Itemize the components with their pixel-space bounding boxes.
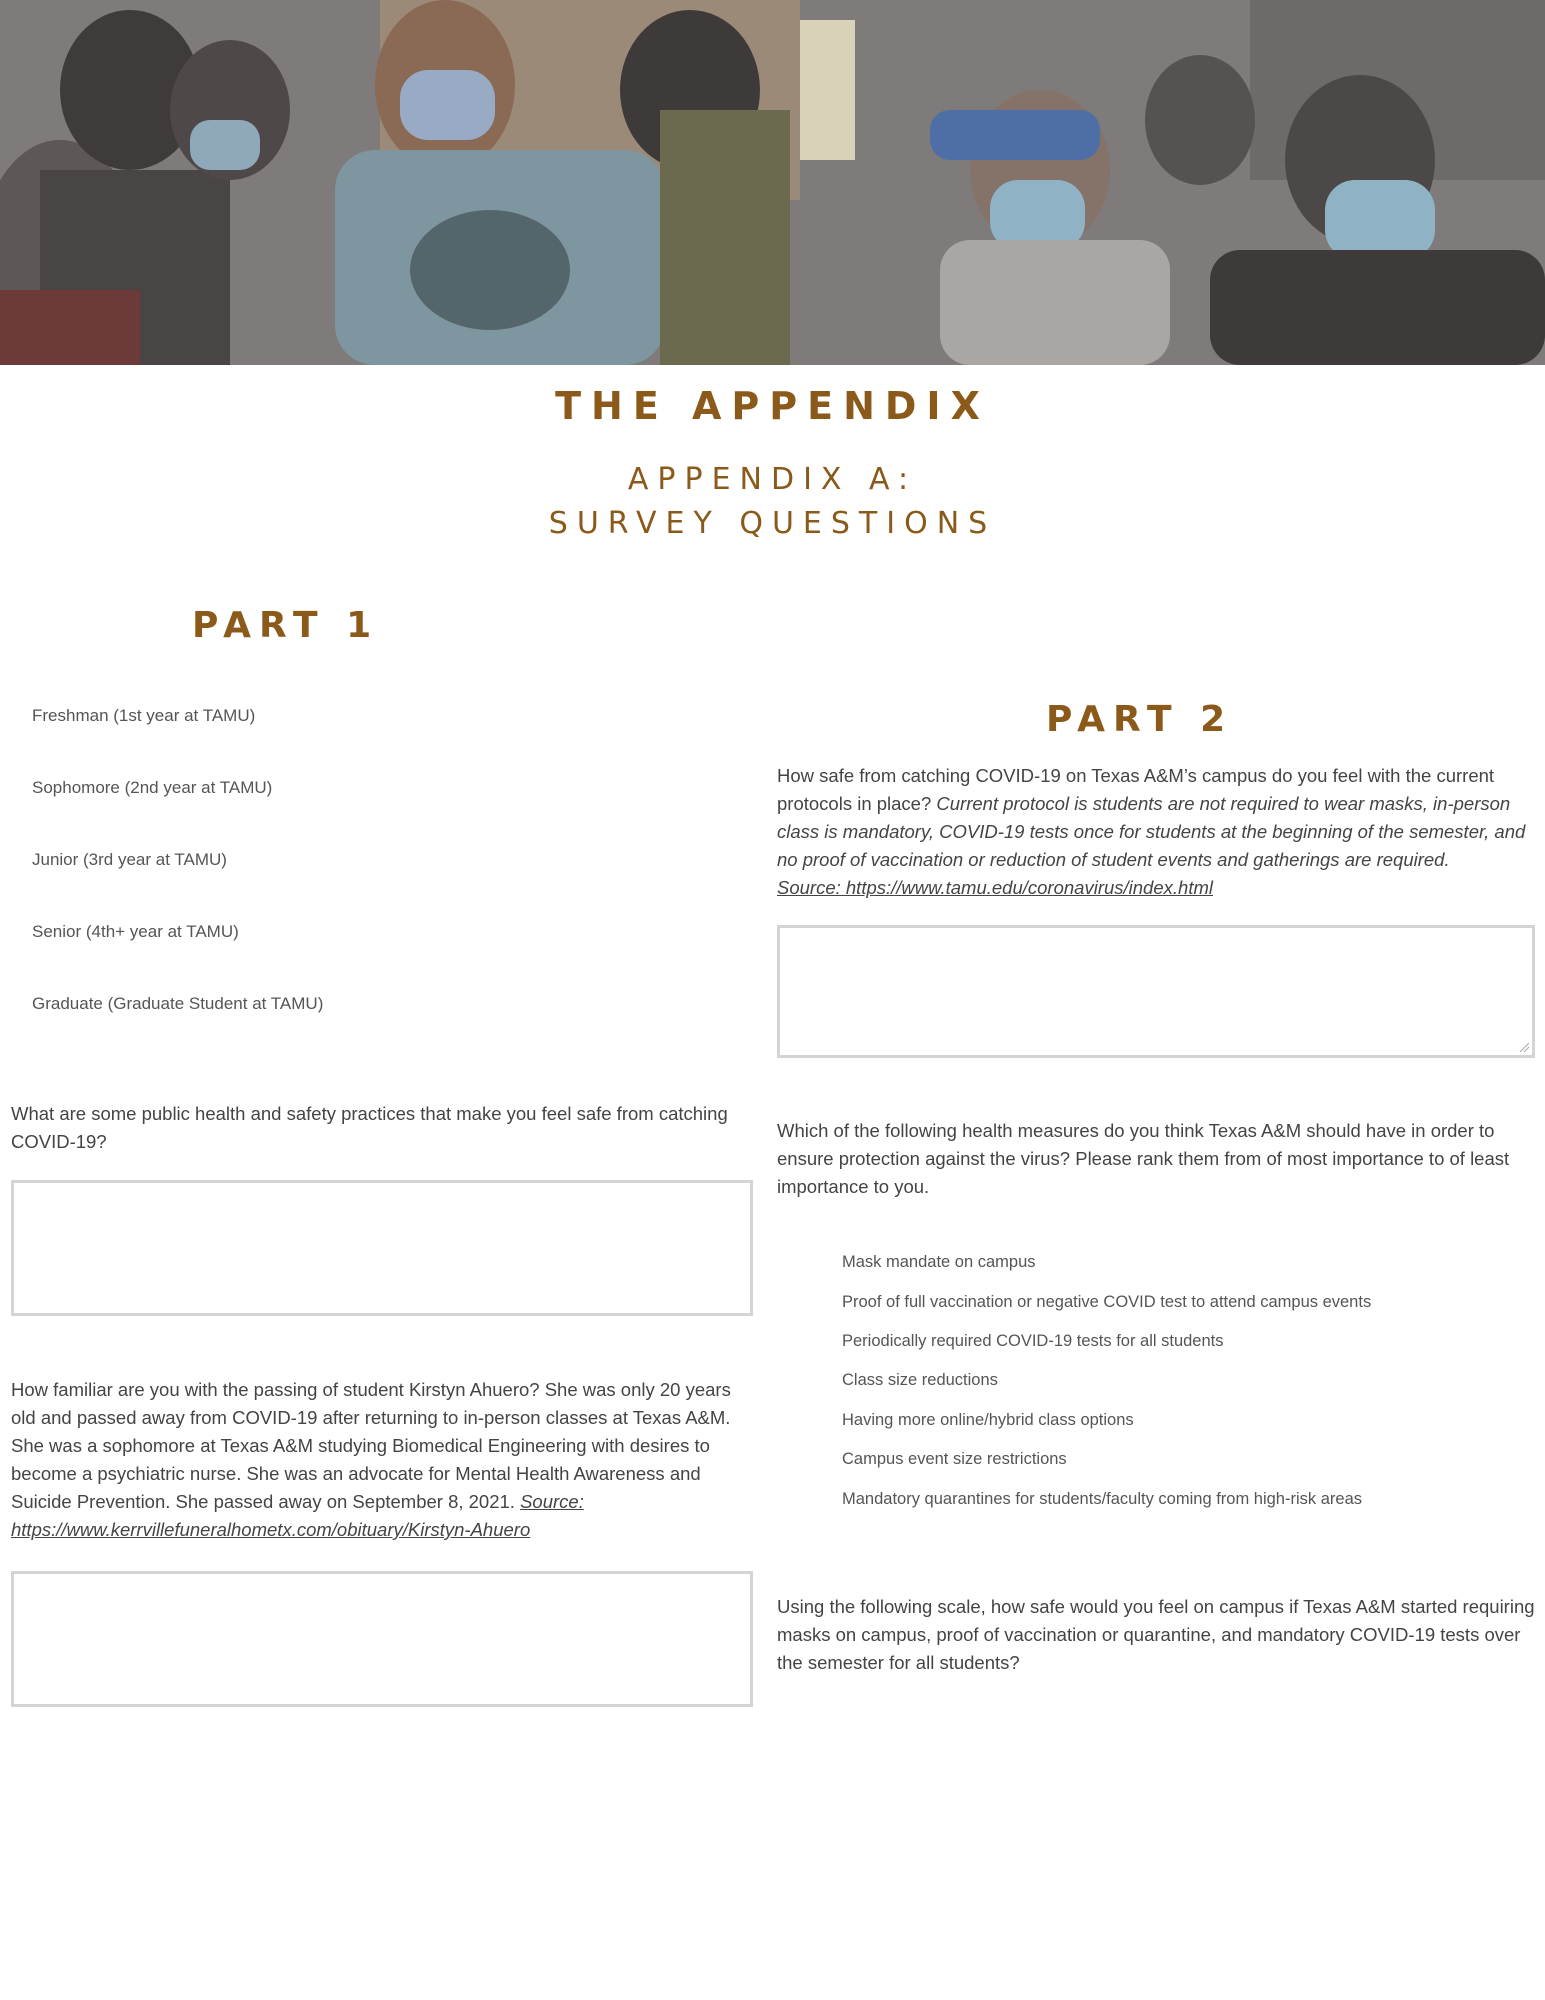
- question-safe-text: How safe from catching COVID-19 on Texas A&M’s campus do you feel with the current protocols in place?: [777, 765, 1495, 814]
- rank-item-class-size[interactable]: Class size reductions: [842, 1371, 998, 1389]
- page-title: THE APPENDIX: [555, 384, 990, 428]
- subtitle-line-1: APPENDIX A:: [627, 462, 918, 497]
- part2-heading: PART 2: [1046, 699, 1234, 740]
- part1-heading: PART 1: [192, 605, 380, 646]
- question-familiar-text: How familiar are you with the passing of student Kirstyn Ahuero? She was only 20 years old and passed away from COVID-19 after returning to in-person classes at Texas A&M. She was a sophomore at Texas A&M studying Biomedical Engineering with desires to become a psychiatric nurse. She was an advocate for Mental Health Awareness and Suicide Prevention. She passed away on September 8, 2021.: [11, 1379, 731, 1512]
- question-safe: [777, 762, 1537, 902]
- question-scale: Using the following scale, how safe would you feel on campus if Texas A&M started requiring masks on campus, proof of vaccination or quarantine, and mandatory COVID-19 tests over the semester for all students?: [777, 1596, 1535, 1673]
- option-sophomore[interactable]: Sophomore (2nd year at TAMU): [32, 778, 273, 797]
- hero-photo: [0, 0, 1545, 365]
- option-graduate[interactable]: Graduate (Graduate Student at TAMU): [32, 994, 324, 1013]
- rank-item-periodic-tests[interactable]: Periodically required COVID-19 tests for all students: [842, 1332, 1224, 1350]
- rank-item-quarantines[interactable]: Mandatory quarantines for students/faculty coming from high-risk areas: [842, 1490, 1362, 1508]
- resize-grip-icon[interactable]: [1518, 1041, 1530, 1053]
- practices-answer-field[interactable]: [11, 1180, 753, 1316]
- option-senior[interactable]: Senior (4th+ year at TAMU): [32, 922, 239, 941]
- rank-item-mask-mandate[interactable]: Mask mandate on campus: [842, 1253, 1036, 1271]
- subtitle-line-2: SURVEY QUESTIONS: [548, 506, 997, 541]
- rank-item-event-size[interactable]: Campus event size restrictions: [842, 1450, 1067, 1468]
- rank-item-online-hybrid[interactable]: Having more online/hybrid class options: [842, 1411, 1134, 1429]
- question-familiar: [11, 1376, 756, 1544]
- familiar-source-link[interactable]: Source: https://www.kerrvillefuneralhometx.com/obituary/Kirstyn-Ahuero: [11, 1491, 584, 1540]
- safe-source-link[interactable]: Source: https://www.tamu.edu/coronavirus/index.html: [777, 877, 1213, 898]
- page-subtitle: [0, 458, 1545, 546]
- option-junior[interactable]: Junior (3rd year at TAMU): [32, 850, 227, 869]
- familiar-answer-field[interactable]: [11, 1571, 753, 1707]
- option-freshman[interactable]: Freshman (1st year at TAMU): [32, 706, 256, 725]
- rank-item-proof-vaccination[interactable]: Proof of full vaccination or negative COVID test to attend campus events: [842, 1293, 1372, 1311]
- safe-answer-field[interactable]: [777, 925, 1535, 1058]
- question-rank: Which of the following health measures do you think Texas A&M should have in order to ensure protection against the virus? Please rank them from of most importance to of least importance to you.: [777, 1120, 1510, 1197]
- question-safe-protocol: Current protocol is students are not required to wear masks, in-person class is mandatory, COVID-19 tests once for students at the beginning of the semester, and no proof of vaccination or reduction of student events and gatherings are required.: [777, 793, 1526, 870]
- question-practices: What are some public health and safety practices that make you feel safe from catching COVID-19?: [11, 1103, 728, 1152]
